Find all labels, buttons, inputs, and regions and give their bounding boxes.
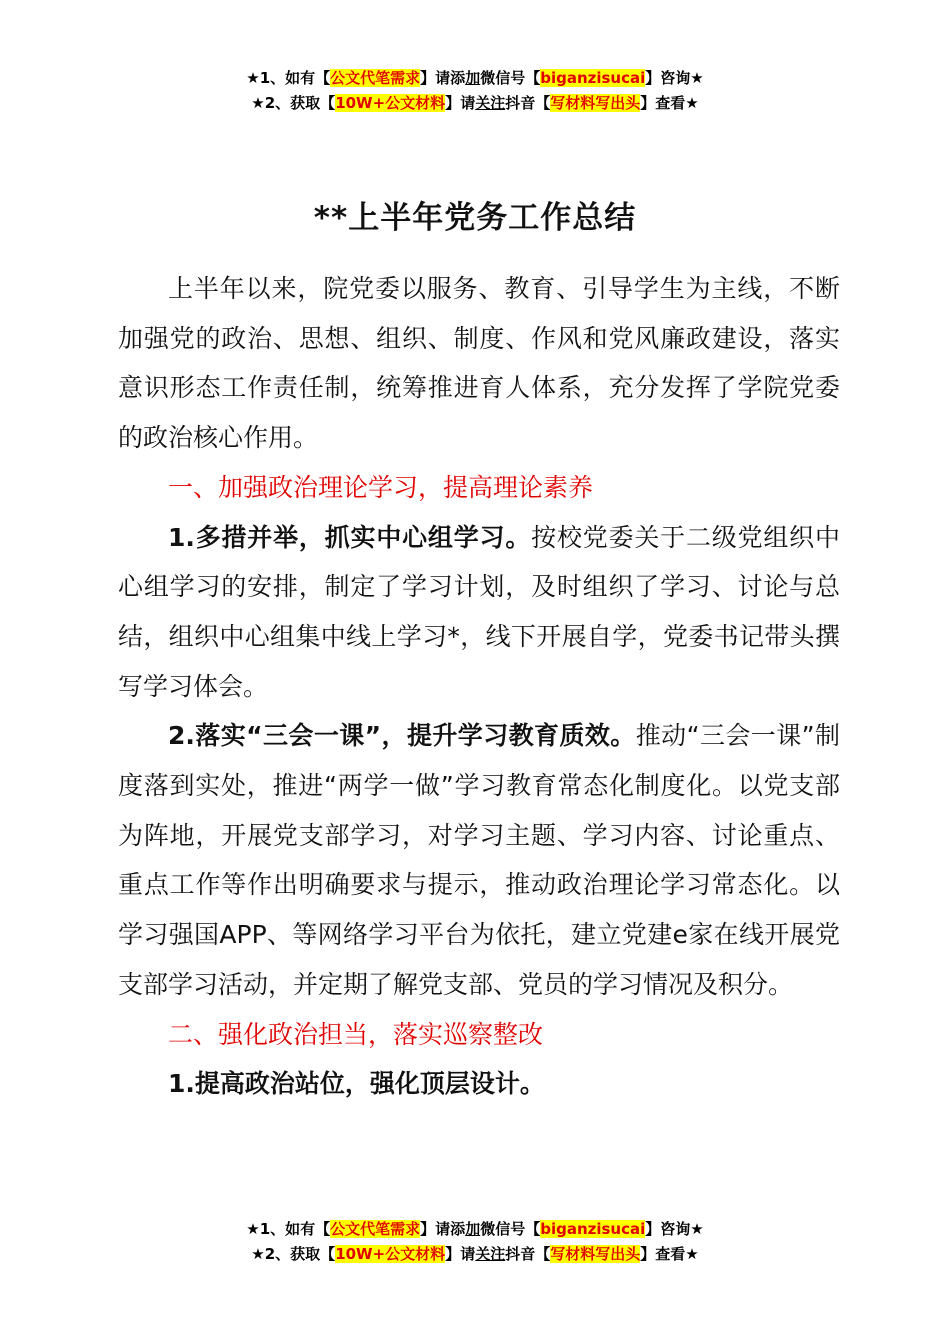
highlight-text: biganzisucai <box>540 69 646 87</box>
highlight-text: 写材料写出头 <box>550 94 641 112</box>
banner-line-2 <box>0 1242 950 1267</box>
banner-text: 】请 <box>445 1245 476 1263</box>
item-lead: 1.提高政治站位，强化顶层设计。 <box>168 1069 545 1099</box>
section-heading-1: 一、加强政治理论学习，提高理论素养 <box>168 472 594 502</box>
highlight-text: 公文代笔需求 <box>330 69 421 87</box>
highlight-text: 10W+公文材料 <box>335 94 446 112</box>
highlight-text: 公文代笔需求 <box>330 1220 421 1238</box>
banner-text: 】请添 <box>420 69 466 87</box>
banner-emphasis: 加 <box>465 1220 481 1238</box>
banner-text: ★1、如有【 <box>246 1220 331 1238</box>
highlight-text: 写材料写出头 <box>550 1245 641 1263</box>
banner-text: 微信号【 <box>480 69 541 87</box>
banner-text: 】咨询★ <box>645 1220 704 1238</box>
paragraph-item-2-1 <box>118 1059 840 1109</box>
banner-text: 微信号【 <box>480 1220 541 1238</box>
banner-text: ★2、获取【 <box>251 1245 336 1263</box>
header-banner <box>0 66 950 116</box>
banner-text: ★2、获取【 <box>251 94 336 112</box>
footer-banner <box>0 1217 950 1267</box>
document-title: **上半年党务工作总结 <box>313 200 637 236</box>
highlight-text: 10W+公文材料 <box>335 1245 446 1263</box>
banner-text: 】查看★ <box>640 94 699 112</box>
intro-paragraph: 上半年以来，院党委以服务、教育、引导学生为主线，不断加强党的政治、思想、组织、制度、作风和党风廉政建设，落实意识形态工作责任制，统筹推进育人体系，充分发挥了学院党委的政治核心作用。 <box>118 274 840 453</box>
banner-emphasis: 关注 <box>475 94 506 112</box>
banner-text: 】咨询★ <box>645 69 704 87</box>
paragraph-item-1-2 <box>118 711 840 1009</box>
banner-text: 】查看★ <box>640 1245 699 1263</box>
banner-emphasis: 加 <box>465 69 481 87</box>
banner-text: 抖音【 <box>505 1245 551 1263</box>
paragraph-item-1-1 <box>118 513 840 712</box>
section-heading-2: 二、强化政治担当，落实巡察整改 <box>168 1019 544 1049</box>
banner-line-1 <box>0 1217 950 1242</box>
banner-text: ★1、如有【 <box>246 69 331 87</box>
item-text: 按校党委关于二级党组织中心组学习的安排，制定了学习计划，及时组织了学习、讨论与总结，组织中心组集中线上学习*，线下开展自学，党委书记带头撰写学习体会。 <box>118 522 840 701</box>
banner-line-2 <box>0 91 950 116</box>
banner-text: 】请添 <box>420 1220 466 1238</box>
banner-emphasis: 关注 <box>475 1245 506 1263</box>
document-body <box>118 264 840 1109</box>
item-text: 推动“三会一课”制度落到实处，推进“两学一做”学习教育常态化制度化。以党支部为阵地，开展党支部学习，对学习主题、学习内容、讨论重点、重点工作等作出明确要求与提示，推动政治理论学习常态化。以学习强国APP、等网络学习平台为依托，建立党建e家在线开展党支部学习活动，并定期了解党支部、党员的学习情况及积分。 <box>118 721 840 999</box>
banner-line-1 <box>0 66 950 91</box>
highlight-text: biganzisucai <box>540 1220 646 1238</box>
item-lead: 1.多措并举，抓实中心组学习。 <box>168 522 532 552</box>
banner-text: 】请 <box>445 94 476 112</box>
item-lead: 2.落实“三会一课”，提升学习教育质效。 <box>168 721 636 751</box>
banner-text: 抖音【 <box>505 94 551 112</box>
